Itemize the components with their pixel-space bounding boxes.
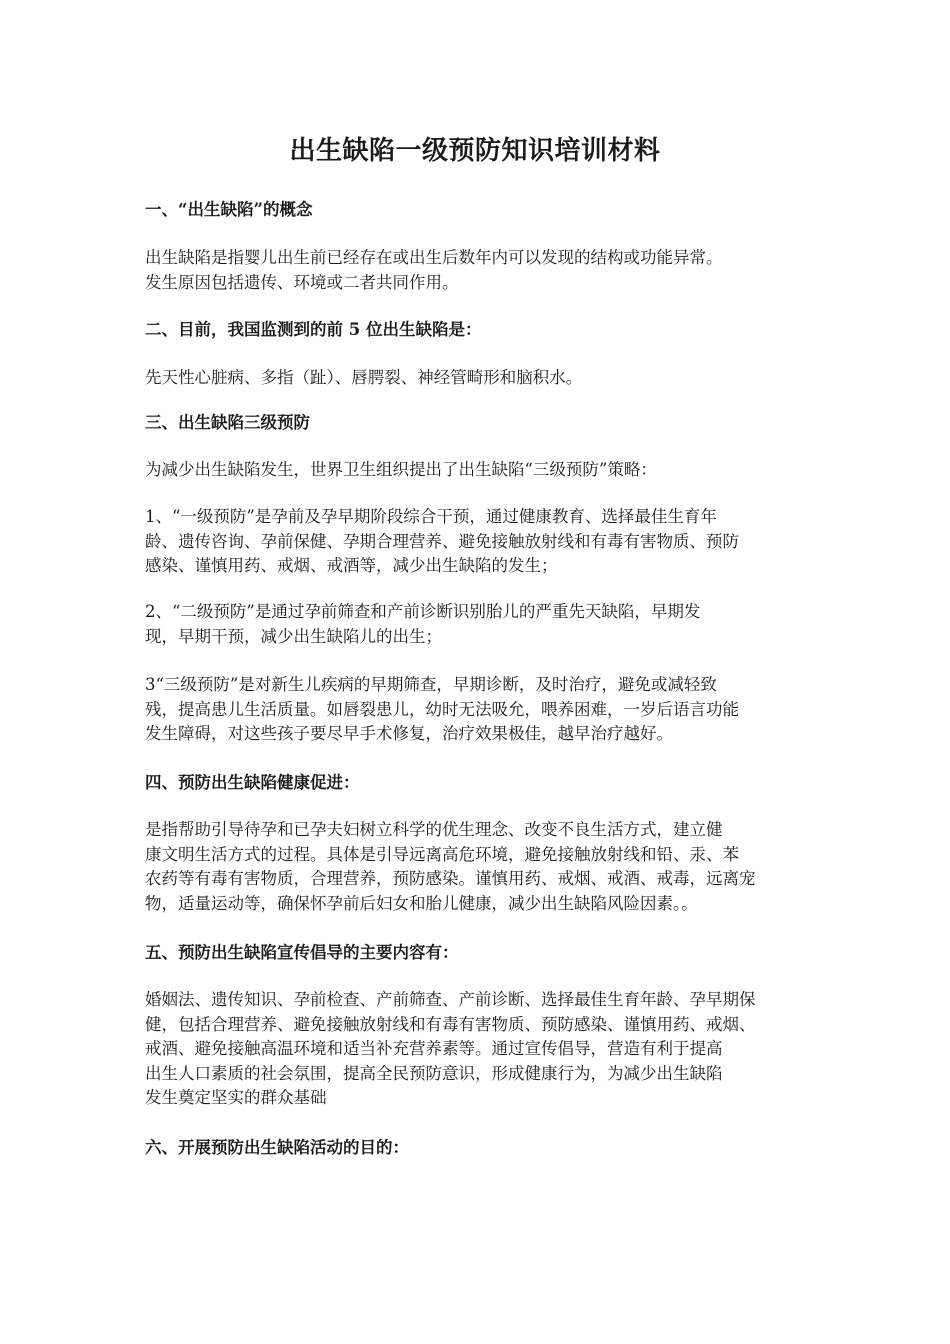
- section-3-paragraph-3: [145, 600, 810, 649]
- text-line: 戒酒、避免接触高温环境和适当补充营养素等。通过宣传倡导，营造有利于提高: [145, 1039, 723, 1058]
- text-line: 农药等有毒有害物质，合理营养，预防感染。谨慎用药、戒烟、戒酒、戒毒，远离宠: [145, 869, 756, 888]
- text-line: 康文明生活方式的过程。具体是引导远离高危环境，避免接触放射线和铅、汞、苯: [145, 844, 739, 864]
- section-heading-6: 六、开展预防出生缺陷活动的目的：: [145, 1138, 409, 1157]
- text-line: 发生障碍，对这些孩子要尽早手术修复，治疗效果极佳，越早治疗越好。: [145, 724, 673, 743]
- section-1-paragraph-1: [145, 246, 810, 295]
- section-heading-1: 一、“出生缺陷”的概念: [145, 200, 313, 219]
- text-line: 物，适量运动等，确保怀孕前后妇女和胎儿健康，减少出生缺陷风险因素。。: [145, 893, 698, 913]
- text-line: 3“三级预防”是对新生儿疾病的早期筛查，早期诊断，及时治疗，避免或减轻致: [145, 675, 717, 694]
- text-line: 先天性心脏病、多指（趾）、唇腭裂、神经管畸形和脑积水。: [145, 368, 583, 387]
- text-line: 发生原因包括遗传、环境或二者共同作用。: [145, 272, 459, 292]
- text-line: 出生人口素质的社会氛围，提高全民预防意识，形成健康行为，为减少出生缺陷: [145, 1063, 723, 1083]
- section-3-paragraph-2: [145, 505, 810, 579]
- text-line: 1、“一级预防”是孕前及孕早期阶段综合干预，通过健康教育、选择最佳生育年: [145, 507, 717, 526]
- section-5-paragraph-1: [145, 988, 810, 1111]
- text-line: 为减少出生缺陷发生，世界卫生组织提出了出生缺陷“三级预防”策略：: [145, 460, 657, 479]
- text-line: 婚姻法、遗传知识、孕前检查、产前筛查、产前诊断、选择最佳生育年龄、孕早期保: [145, 990, 756, 1009]
- section-4-paragraph-1: [145, 818, 810, 916]
- document-title: 出生缺陷一级预防知识培训材料: [289, 136, 661, 166]
- text-line: 龄、遗传咨询、孕前保健、孕期合理营养、避免接触放射线和有毒有害物质、预防: [145, 531, 739, 551]
- text-line: 2、“二级预防”是通过孕前筛查和产前诊断识别胎儿的严重先天缺陷，早期发: [145, 602, 701, 621]
- text-line: 健，包括合理营养、避免接触放射线和有毒有害物质、预防感染、谨慎用药、戒烟、: [145, 1014, 756, 1034]
- text-line: 是指帮助引导待孕和已孕夫妇树立科学的优生理念、改变不良生活方式，建立健: [145, 820, 723, 839]
- text-line: 感染、谨慎用药、戒烟、戒酒等，减少出生缺陷的发生；: [145, 556, 558, 575]
- text-line: 出生缺陷是指婴儿出生前已经存在或出生后数年内可以发现的结构或功能异常。: [145, 248, 723, 267]
- section-heading-5: 五、预防出生缺陷宣传倡导的主要内容有：: [145, 943, 459, 962]
- text-line: 残，提高患儿生活质量。如唇裂患儿，幼时无法吸允，喂养困难，一岁后语言功能: [145, 699, 739, 719]
- section-heading-2: 二、目前，我国监测到的前 5 位出生缺陷是：: [145, 320, 482, 339]
- section-2-paragraph-1: [145, 366, 810, 391]
- text-line: 发生奠定坚实的群众基础: [145, 1088, 327, 1107]
- section-heading-4: 四、预防出生缺陷健康促进：: [145, 773, 360, 792]
- section-3-paragraph-1: [145, 458, 810, 483]
- section-3-paragraph-4: [145, 673, 810, 747]
- text-line: 现，早期干预，减少出生缺陷儿的出生；: [145, 626, 442, 646]
- section-heading-3: 三、出生缺陷三级预防: [145, 413, 310, 432]
